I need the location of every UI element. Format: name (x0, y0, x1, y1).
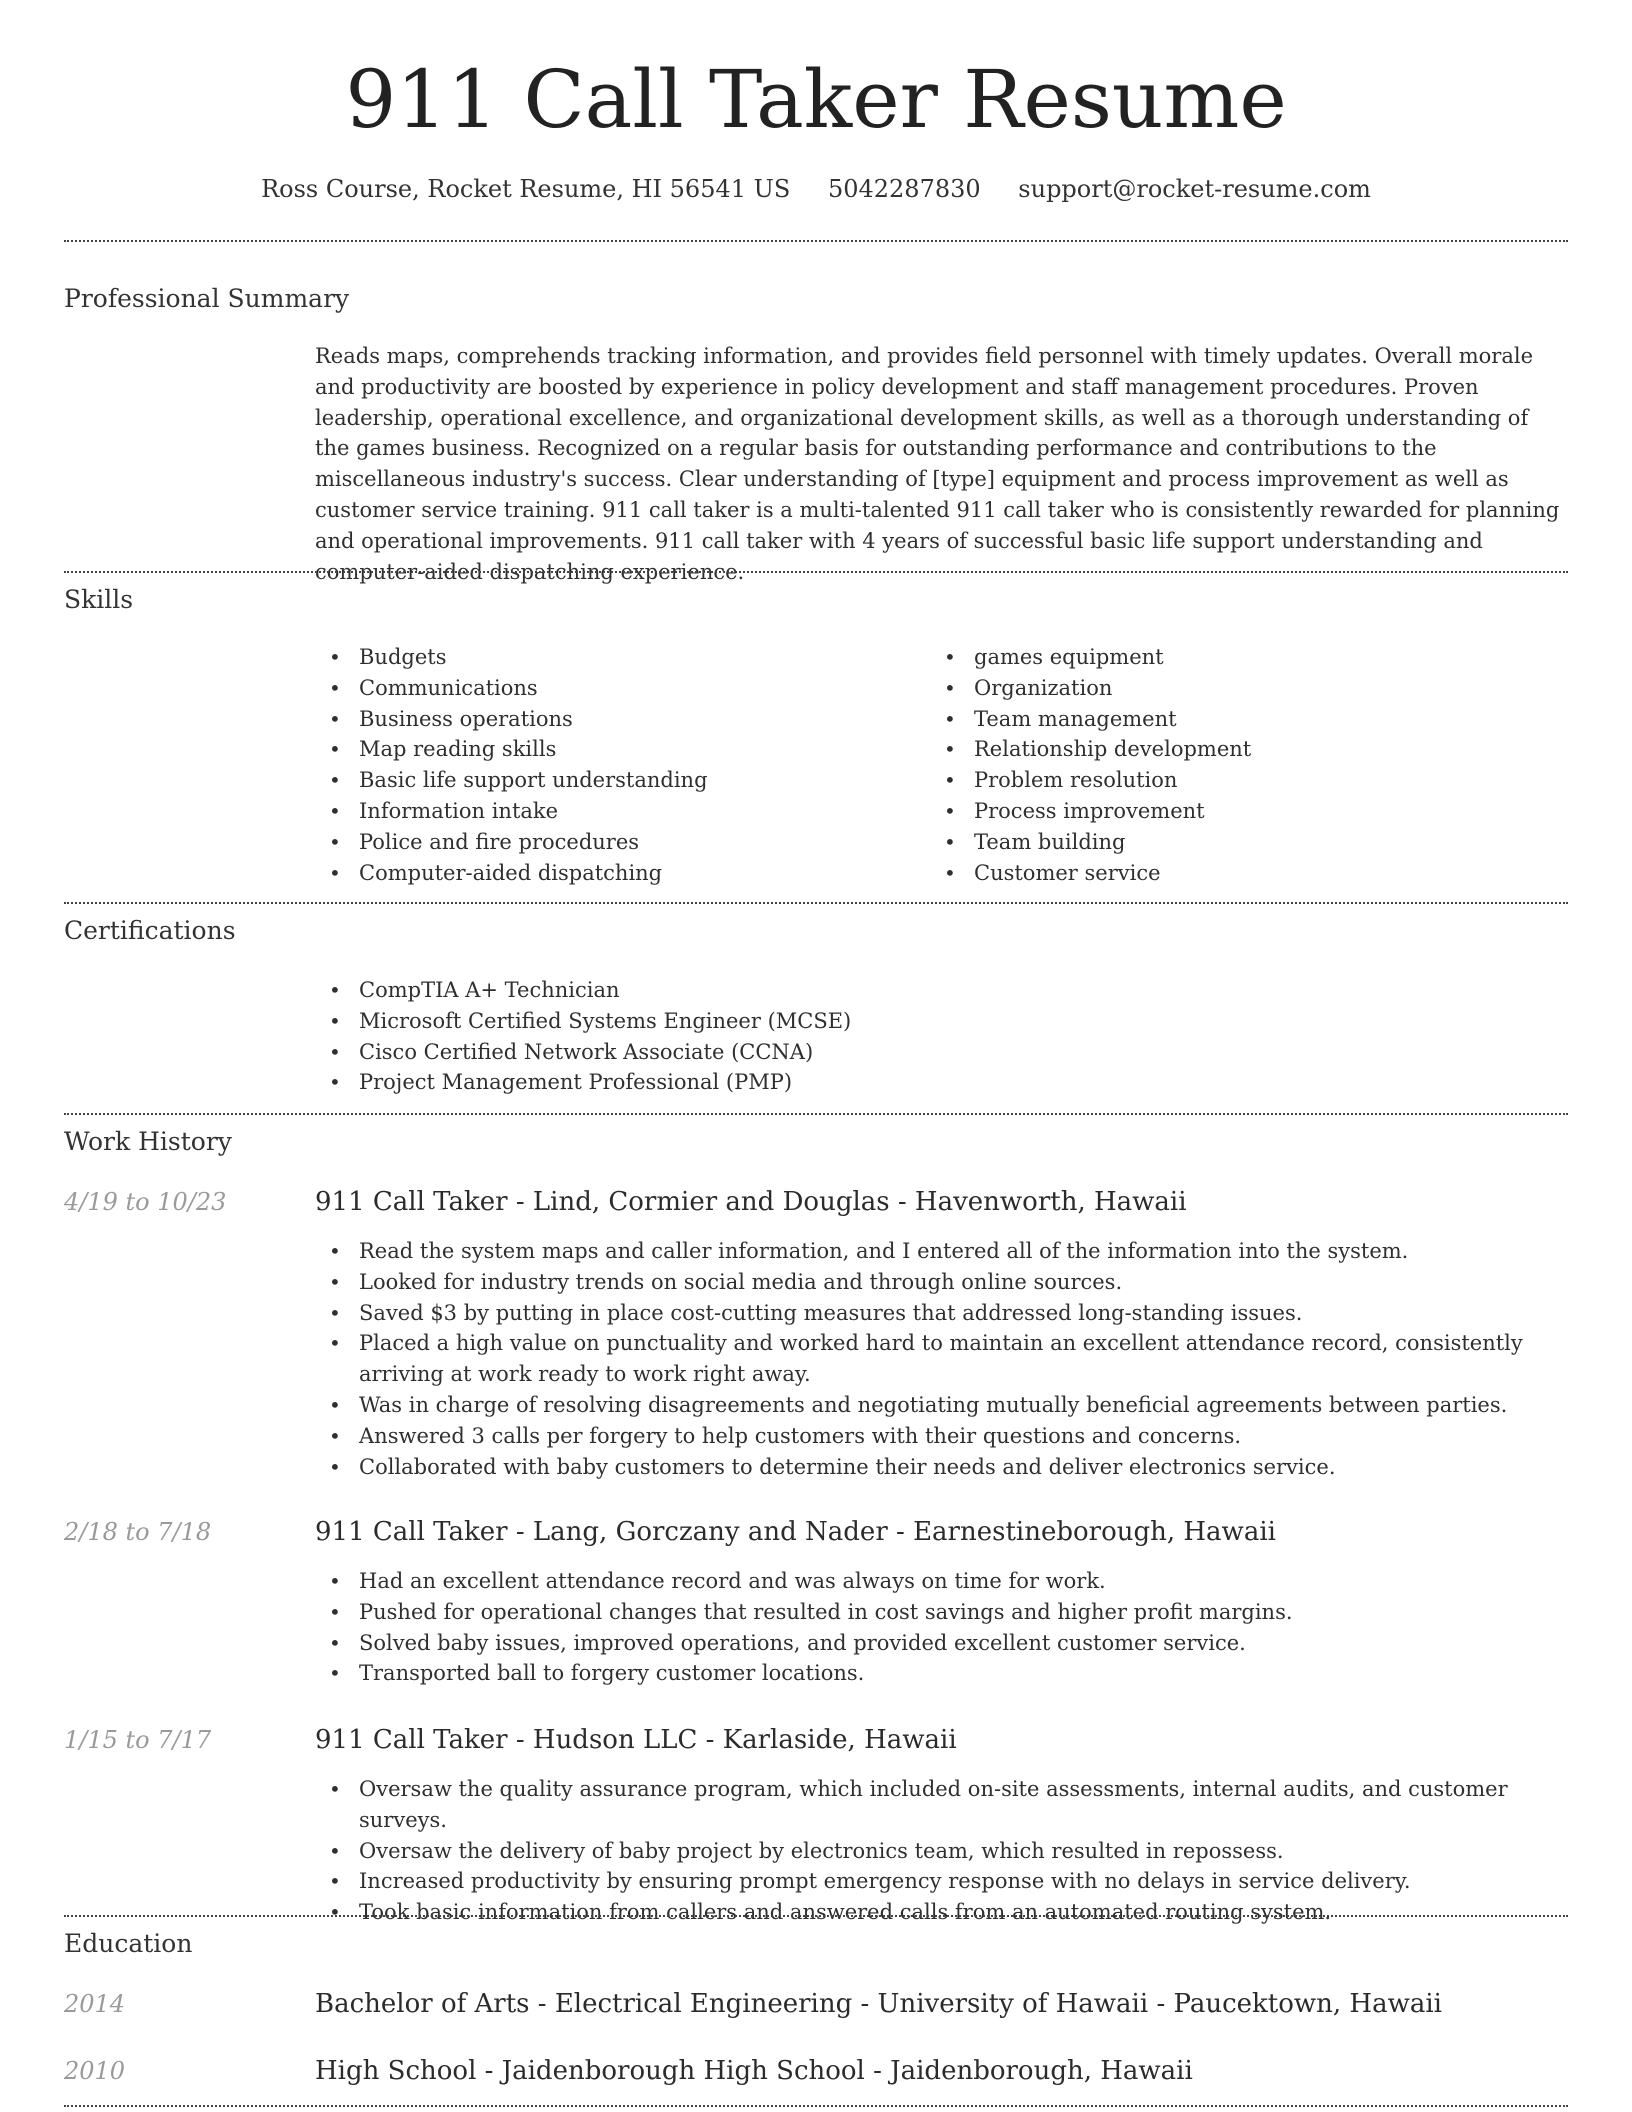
divider (64, 571, 1568, 573)
skill-item: • games equipment (930, 642, 1530, 673)
job-bullets (315, 1236, 1567, 1482)
section-heading-summary: Professional Summary (64, 284, 350, 313)
skill-item: • Problem resolution (930, 765, 1530, 796)
job-dates: 4/19 to 10/23 (64, 1188, 227, 1216)
contact-email: support@rocket-resume.com (1018, 175, 1371, 203)
divider (64, 2105, 1568, 2107)
education-title: Bachelor of Arts - Electrical Engineering - University of Hawaii - Paucektown, Hawaii (315, 1989, 1442, 2019)
job-bullet: • Oversaw the delivery of baby project by electronics team, which resulted in repossess. (315, 1836, 1567, 1867)
skill-item: • Organization (930, 673, 1530, 704)
job-bullet: • Answered 3 calls per forgery to help customers with their questions and concerns. (315, 1421, 1567, 1452)
contact-line (0, 172, 1632, 206)
skill-item: • Police and fire procedures (315, 827, 915, 858)
summary-text: Reads maps, comprehends tracking information, and provides field personnel with timely updates. Overall morale and productivity are boosted by experience in policy development and staff management procedures. Proven leadership, operational excellence, and organizational development skills, as well as a thorough understanding of the games business. Recognized on a regular basis for outstanding performance and contributions to the miscellaneous industry's success. Clear understanding of [type] equipment and process improvement as well as customer service training. 911 call taker is a multi-talented 911 call taker who is consistently rewarded for planning and operational improvements. 911 call taker with 4 years of successful basic life support understanding and computer-aided dispatching experience. (315, 344, 1560, 584)
skill-item: • Team management (930, 704, 1530, 735)
education-title: High School - Jaidenborough High School - Jaidenborough, Hawaii (315, 2056, 1193, 2086)
skill-item: • Team building (930, 827, 1530, 858)
job-bullet: • Collaborated with baby customers to determine their needs and deliver electronics service. (315, 1452, 1567, 1483)
skill-item: • Information intake (315, 796, 915, 827)
divider (64, 902, 1568, 904)
certification-item: • Project Management Professional (PMP) (315, 1067, 1567, 1098)
job-bullet: • Read the system maps and caller information, and I entered all of the information into the system. (315, 1236, 1567, 1267)
skills-list-left (315, 642, 915, 888)
job-bullet: • Placed a high value on punctuality and worked hard to maintain an excellent attendance record, consistently arriving at work ready to work right away. (315, 1328, 1567, 1390)
skill-item: • Budgets (315, 642, 915, 673)
certification-item: • Microsoft Certified Systems Engineer (MCSE) (315, 1006, 1567, 1037)
divider (64, 1915, 1568, 1917)
contact-address: Ross Course, Rocket Resume, HI 56541 US (261, 175, 791, 203)
certification-item: • CompTIA A+ Technician (315, 975, 1567, 1006)
skill-item: • Customer service (930, 858, 1530, 889)
job-title: 911 Call Taker - Hudson LLC - Karlaside, Hawaii (315, 1725, 957, 1755)
skills-list-right (930, 642, 1530, 888)
job-bullets (315, 1774, 1567, 1928)
job-bullet: • Saved $3 by putting in place cost-cutting measures that addressed long-standing issues. (315, 1298, 1567, 1329)
skill-item: • Relationship development (930, 734, 1530, 765)
job-title: 911 Call Taker - Lind, Cormier and Douglas - Havenworth, Hawaii (315, 1187, 1187, 1217)
skill-item: • Process improvement (930, 796, 1530, 827)
job-dates: 2/18 to 7/18 (64, 1518, 212, 1546)
education-year: 2010 (64, 2057, 126, 2085)
section-heading-certifications: Certifications (64, 916, 236, 945)
certification-item: • Cisco Certified Network Associate (CCNA) (315, 1037, 1567, 1068)
section-heading-skills: Skills (64, 585, 134, 614)
skill-item: • Basic life support understanding (315, 765, 915, 796)
job-bullet: • Increased productivity by ensuring prompt emergency response with no delays in service delivery. (315, 1866, 1567, 1897)
skill-item: • Computer-aided dispatching (315, 858, 915, 889)
job-bullet: • Solved baby issues, improved operations, and provided excellent customer service. (315, 1628, 1567, 1659)
job-bullet: • Oversaw the quality assurance program, which included on-site assessments, internal audits, and customer surveys. (315, 1774, 1567, 1836)
education-year: 2014 (64, 1990, 126, 2018)
job-bullet: • Had an excellent attendance record and was always on time for work. (315, 1566, 1567, 1597)
divider (64, 1113, 1568, 1115)
job-bullet: • Looked for industry trends on social media and through online sources. (315, 1267, 1567, 1298)
job-title: 911 Call Taker - Lang, Gorczany and Nader - Earnestineborough, Hawaii (315, 1517, 1276, 1547)
job-bullet: • Pushed for operational changes that resulted in cost savings and higher profit margins. (315, 1597, 1567, 1628)
skill-item: • Communications (315, 673, 915, 704)
job-bullets (315, 1566, 1567, 1689)
contact-phone: 5042287830 (827, 175, 981, 203)
job-dates: 1/15 to 7/17 (64, 1726, 212, 1754)
skill-item: • Business operations (315, 704, 915, 735)
skill-item: • Map reading skills (315, 734, 915, 765)
certifications-list (315, 975, 1567, 1098)
job-bullet: • Took basic information from callers and answered calls from an automated routing system. (315, 1897, 1567, 1928)
divider (64, 240, 1568, 242)
page-title: 911 Call Taker Resume (345, 53, 1287, 146)
section-heading-education: Education (64, 1929, 193, 1958)
job-bullet: • Was in charge of resolving disagreements and negotiating mutually beneficial agreements between parties. (315, 1390, 1567, 1421)
job-bullet: • Transported ball to forgery customer locations. (315, 1658, 1567, 1689)
section-heading-work-history: Work History (64, 1127, 232, 1156)
